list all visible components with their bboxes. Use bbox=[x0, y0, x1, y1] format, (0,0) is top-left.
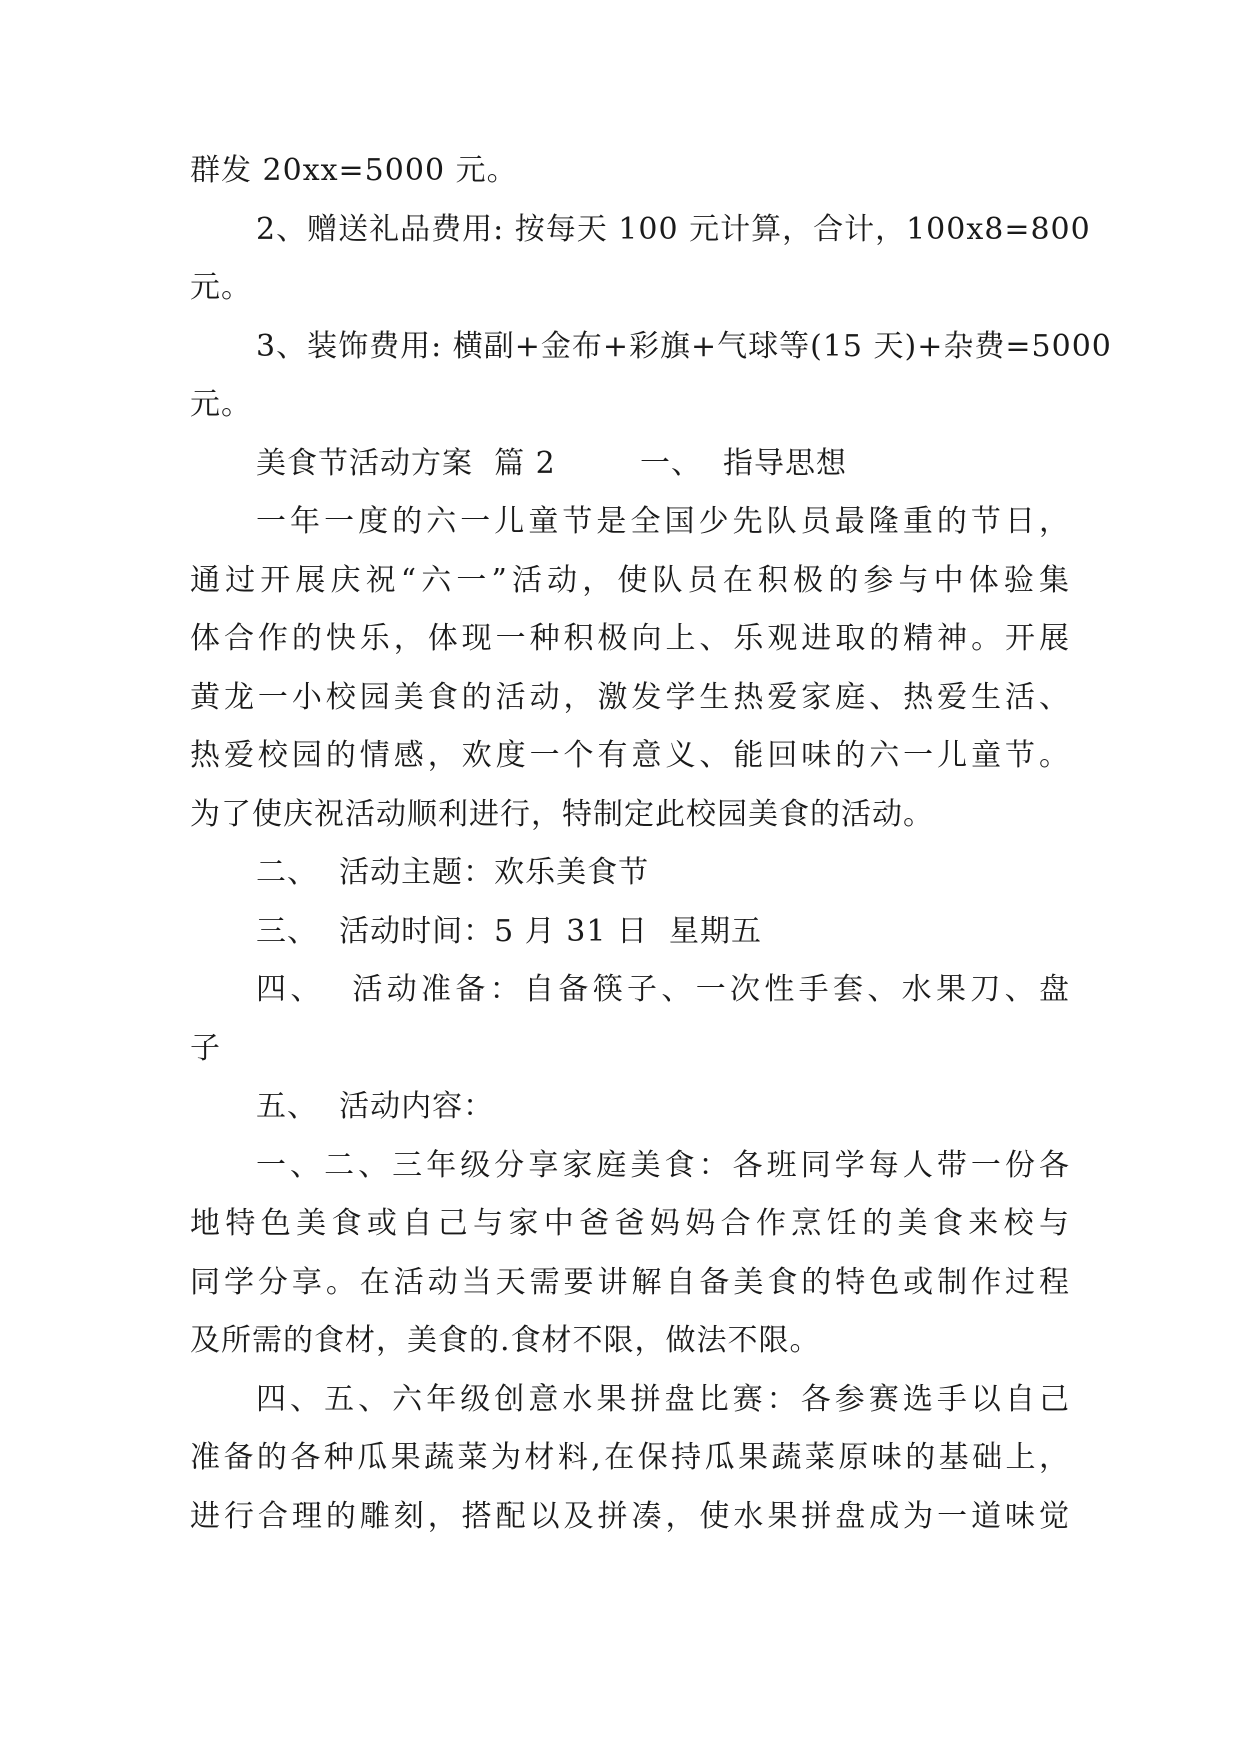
text-line: 热爱校园的情感，欢度一个有意义、能回味的六一儿童节。 bbox=[190, 738, 1070, 773]
text-line: 同学分享。在活动当天需要讲解自备美食的特色或制作过程 bbox=[190, 1265, 1070, 1300]
text-line: 子 bbox=[190, 1031, 221, 1066]
text-line: 元。 bbox=[190, 387, 252, 422]
text-line: 地特色美食或自己与家中爸爸妈妈合作烹饪的美食来校与 bbox=[190, 1206, 1070, 1241]
text-line: 一年一度的六一儿童节是全国少先队员最隆重的节日， bbox=[256, 504, 1070, 539]
text-line: 四、五、六年级创意水果拼盘比赛：各参赛选手以自己 bbox=[256, 1382, 1070, 1417]
text-line: 通过开展庆祝“六一”活动，使队员在积极的参与中体验集 bbox=[190, 563, 1070, 598]
text-line: 二、 活动主题：欢乐美食节 bbox=[256, 855, 650, 890]
text-line: 四、 活动准备：自备筷子、一次性手套、水果刀、盘 bbox=[256, 972, 1070, 1007]
text-line: 黄龙一小校园美食的活动，激发学生热爱家庭、热爱生活、 bbox=[190, 680, 1070, 715]
section-heading: 美食节活动方案 篇 2 一、 指导思想 bbox=[256, 446, 848, 481]
text-line: 元。 bbox=[190, 270, 252, 305]
text-line: 群发 20xx=5000 元。 bbox=[190, 153, 518, 188]
text-line: 为了使庆祝活动顺利进行，特制定此校园美食的活动。 bbox=[190, 797, 934, 832]
text-line: 3、装饰费用: 横副+金布+彩旗+气球等(15 天)+杂费=5000 bbox=[256, 329, 1112, 364]
text-line: 五、 活动内容： bbox=[256, 1089, 495, 1124]
text-line: 进行合理的雕刻，搭配以及拼凑，使水果拼盘成为一道味觉 bbox=[190, 1499, 1070, 1534]
text-line: 体合作的快乐，体现一种积极向上、乐观进取的精神。开展 bbox=[190, 621, 1070, 656]
text-line: 2、赠送礼品费用: 按每天 100 元计算，合计，100x8=800 bbox=[256, 212, 1091, 247]
text-line: 一、二、三年级分享家庭美食：各班同学每人带一份各 bbox=[256, 1148, 1070, 1183]
text-line: 及所需的食材，美食的.食材不限，做法不限。 bbox=[190, 1323, 821, 1358]
text-line: 三、 活动时间：5 月 31 日 星期五 bbox=[256, 914, 763, 949]
text-line: 准备的各种瓜果蔬菜为材料,在保持瓜果蔬菜原味的基础上， bbox=[190, 1440, 1070, 1475]
